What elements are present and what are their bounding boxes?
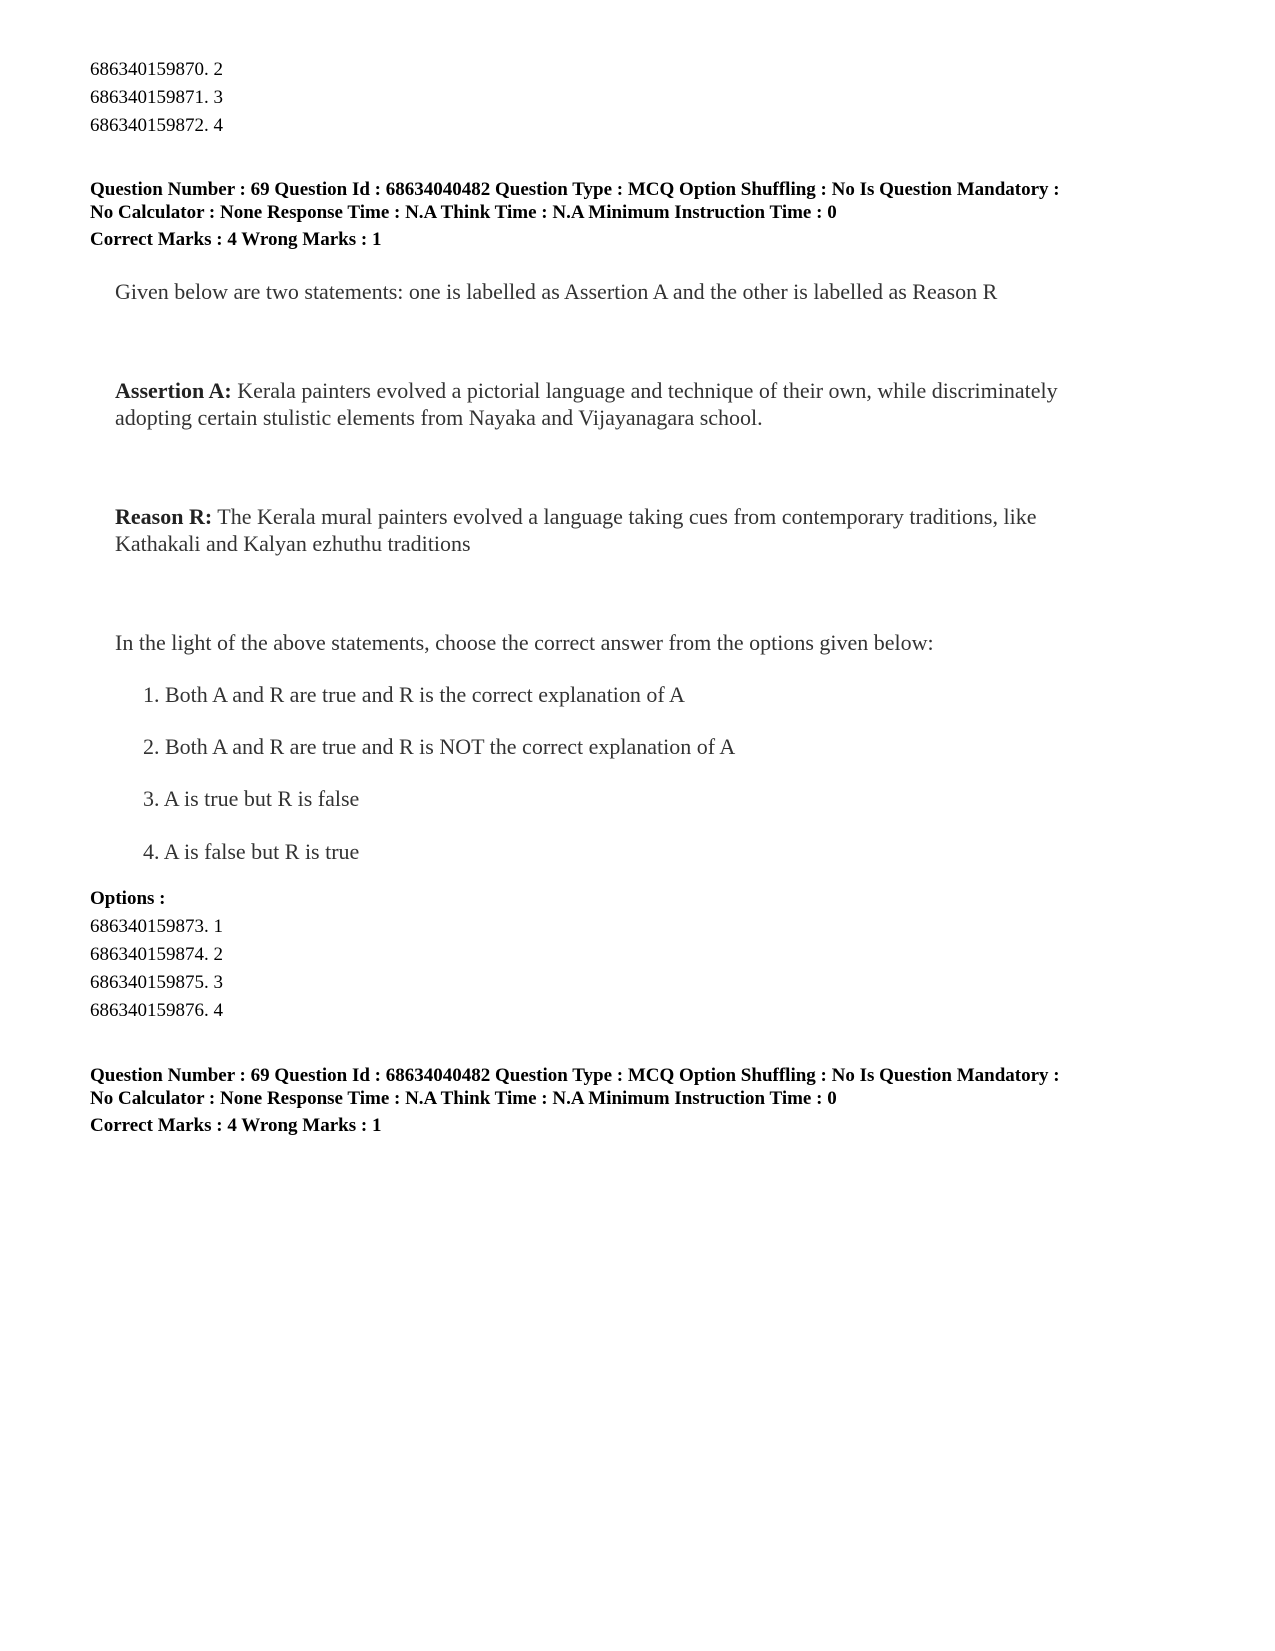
question-meta (90, 178, 1190, 224)
assertion-text: Kerala painters evolved a pictorial language and technique of their own, while discriminately adopting certain stulistic elements from Nayaka and Vijayanagara school. (115, 378, 1058, 430)
option-1: 686340159873. 1 (90, 916, 223, 937)
next-question-meta-line-1: Question Number : 69 Question Id : 68634040482 Question Type : MCQ Option Shuffling : No Is Question Mandatory : (90, 1065, 1060, 1086)
option-3: 686340159875. 3 (90, 972, 223, 993)
answer-choice-3: 3. A is true but R is false (143, 786, 360, 811)
previous-option-2: 686340159870. 2 (90, 59, 223, 80)
option-2: 686340159874. 2 (90, 944, 223, 965)
answer-choice-4: 4. A is false but R is true (143, 839, 360, 864)
next-question-meta (90, 1064, 1190, 1110)
reason-label: Reason R: (115, 504, 213, 529)
assertion-label: Assertion A: (115, 378, 232, 403)
previous-option-3: 686340159871. 3 (90, 87, 223, 108)
question-marks: Correct Marks : 4 Wrong Marks : 1 (90, 229, 382, 250)
next-question-marks: Correct Marks : 4 Wrong Marks : 1 (90, 1115, 382, 1136)
question-meta-line-1: Question Number : 69 Question Id : 68634040482 Question Type : MCQ Option Shuffling : No Is Question Mandatory : (90, 179, 1060, 200)
question-intro: Given below are two statements: one is labelled as Assertion A and the other is labelled as Reason R (115, 279, 998, 304)
assertion-statement (115, 377, 1125, 431)
reason-text: The Kerala mural painters evolved a language taking cues from contemporary traditions, like Kathakali and Kalyan ezhuthu traditions (115, 504, 1037, 556)
answer-choice-2: 2. Both A and R are true and R is NOT the correct explanation of A (143, 734, 736, 759)
answer-choice-1: 1. Both A and R are true and R is the correct explanation of A (143, 682, 685, 707)
reason-statement (115, 503, 1125, 557)
question-meta-line-2: No Calculator : None Response Time : N.A Think Time : N.A Minimum Instruction Time : 0 (90, 202, 837, 223)
options-label: Options : (90, 888, 166, 909)
next-question-meta-line-2: No Calculator : None Response Time : N.A Think Time : N.A Minimum Instruction Time : 0 (90, 1088, 837, 1109)
previous-option-4: 686340159872. 4 (90, 115, 223, 136)
option-4: 686340159876. 4 (90, 1000, 223, 1021)
question-instruction: In the light of the above statements, choose the correct answer from the options given below: (115, 630, 934, 655)
